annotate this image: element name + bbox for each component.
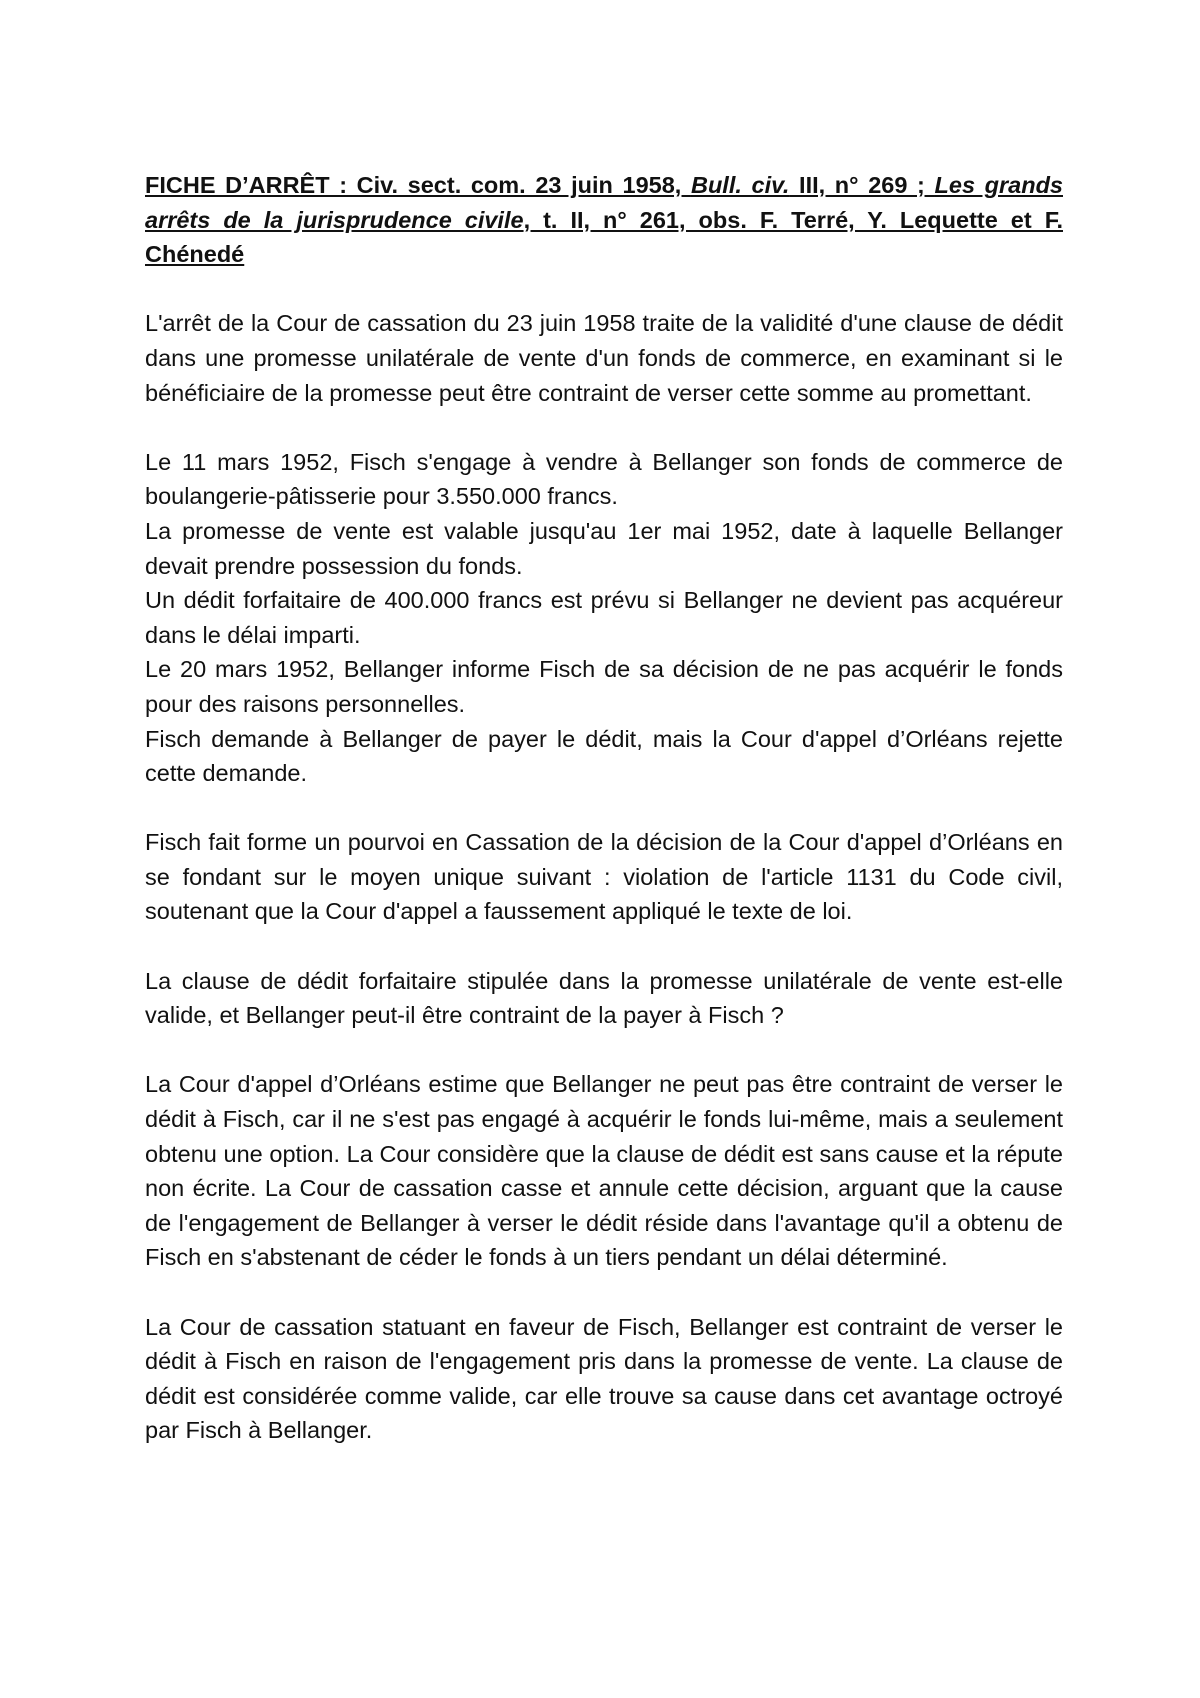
procedure-paragraph: Fisch fait forme un pourvoi en Cassation de la décision de la Cour d'appel d’Orléans en se fondant sur le moyen unique suivant : violation de l'article 1131 du Code civil, soutenant que la Cour d'appel a faussement appliqué le texte de loi. [145,829,1063,925]
intro-paragraph: L'arrêt de la Cour de cassation du 23 juin 1958 traite de la validité d'une clause de dédit dans une promesse unilatérale de vente d'un fonds de commerce, en examinant si le bénéficiaire de la promesse peut être contraint de verser cette somme au promettant. [145,310,1063,406]
heading-part-5: , t. II, n° 261, obs. F. Terré, Y. Lequette et F. Chénedé [145,206,1063,268]
fact-line: Un dédit forfaitaire de 400.000 francs est prévu si Bellanger ne devient pas acquéreur dans le délai imparti. [145,587,1063,648]
fact-line: La promesse de vente est valable jusqu'au 1er mai 1952, date à laquelle Bellanger devait prendre possession du fonds. [145,517,1063,579]
fact-line: Le 11 mars 1952, Fisch s'engage à vendre à Bellanger son fonds de commerce de boulangerie-pâtisserie pour 3.550.000 francs. [145,448,1063,510]
heading-part-2: Bull. civ. [690,172,790,198]
fact-line: Le 20 mars 1952, Bellanger informe Fisch de sa décision de ne pas acquérir le fonds pour des raisons personnelles. [145,656,1063,717]
conclusion-paragraph: La Cour de cassation statuant en faveur de Fisch, Bellanger est contraint de verser le dédit à Fisch en raison de l'engagement pris dans la promesse de vente. La clause de dédit est considérée comme valide, car elle trouve sa cause dans cet avantage octroyé par Fisch à Bellanger. [145,1313,1063,1444]
heading-part-1: FICHE D’ARRÊT : Civ. sect. com. 23 juin 1958, [145,172,691,198]
heading-part-4: Les grands arrêts de la jurisprudence civile [145,172,1063,233]
legal-question-paragraph: La clause de dédit forfaitaire stipulée dans la promesse unilatérale de vente est-elle valide, et Bellanger peut-il être contraint de la payer à Fisch ? [145,967,1063,1029]
fact-line: Fisch demande à Bellanger de payer le dédit, mais la Cour d'appel d’Orléans rejette cette demande. [145,725,1063,787]
document-page [145,168,1063,1448]
heading-part-3: III, n° 269 ; [789,172,935,198]
solution-paragraph: La Cour d'appel d’Orléans estime que Bellanger ne peut pas être contraint de verser le dédit à Fisch, car il ne s'est pas engagé à acquérir le fonds lui-même, mais a seulement obtenu une option. La Cour considère que la clause de dédit est sans cause et la répute non écrite. La Cour de cassation casse et annule cette décision, arguant que la cause de l'engagement de Bellanger à verser le dédit réside dans l'avantage qu'il a obtenu de Fisch en s'abstenant de céder le fonds à un tiers pendant un délai déterminé. [145,1071,1063,1271]
facts-section [145,445,1063,791]
document-heading [145,168,1063,272]
